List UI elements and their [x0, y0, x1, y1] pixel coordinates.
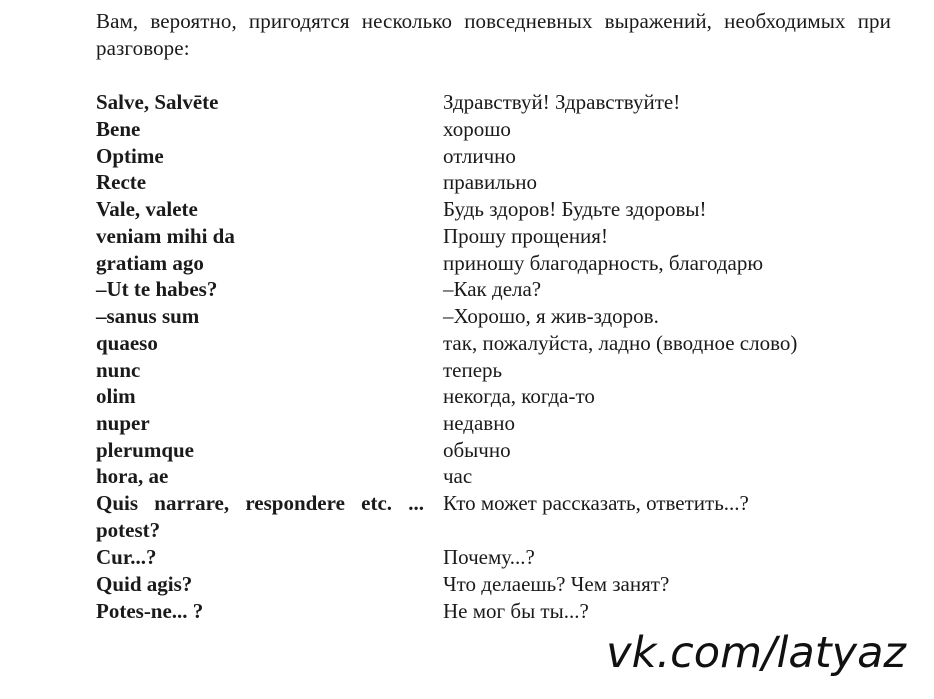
russian-translation: Кто может рассказать, ответить...?: [443, 491, 749, 515]
russian-translation: правильно: [443, 170, 538, 194]
russian-translation: Будь здоров! Будьте здоровы!: [443, 197, 707, 221]
latin-phrase: Bene: [96, 117, 141, 141]
phrase-row: [0, 410, 934, 437]
russian-translation: приношу благодарность, благодарю: [443, 251, 764, 275]
russian-translation: Прошу прощения!: [443, 224, 608, 248]
latin-phrase: Quis narrare, respondere etc. ... potest?: [96, 491, 424, 542]
russian-translation: некогда, когда-то: [443, 384, 595, 408]
phrase-row: [0, 544, 934, 571]
phrase-row: [0, 571, 934, 598]
phrase-row: [0, 598, 934, 625]
russian-translation: недавно: [443, 411, 515, 435]
latin-phrase: gratiam ago: [96, 251, 204, 275]
russian-translation: Не мог бы ты...?: [443, 599, 589, 623]
latin-phrase: olim: [96, 384, 136, 408]
phrase-row: [0, 383, 934, 410]
phrase-row: [0, 463, 934, 490]
latin-phrase: Vale, valete: [96, 197, 198, 221]
phrase-row: [0, 169, 934, 196]
latin-phrase: Optime: [96, 144, 164, 168]
latin-phrase: Quid agis?: [96, 572, 193, 596]
latin-phrase: –sanus sum: [96, 304, 200, 328]
russian-translation: Что делаешь? Чем занят?: [443, 572, 670, 596]
latin-phrase: –Ut te habes?: [96, 277, 218, 301]
phrase-row: [0, 223, 934, 250]
russian-translation: обычно: [443, 438, 511, 462]
russian-translation: –Хорошо, я жив-здоров.: [443, 304, 659, 328]
phrase-row: [0, 330, 934, 357]
phrase-row: [0, 490, 934, 544]
phrase-row: [0, 250, 934, 277]
latin-phrase: Potes-ne... ?: [96, 599, 204, 623]
intro-paragraph: Вам, вероятно, пригодятся несколько повседневных выражений, необходимых при разговоре:: [96, 9, 891, 60]
latin-phrase: nunc: [96, 358, 141, 382]
phrase-row: [0, 116, 934, 143]
latin-phrase: Salve, Salvēte: [96, 90, 219, 114]
russian-translation: Почему...?: [443, 545, 535, 569]
latin-phrase: plerumque: [96, 438, 195, 462]
latin-phrase: Recte: [96, 170, 147, 194]
latin-phrase: veniam mihi da: [96, 224, 235, 248]
phrase-row: [0, 196, 934, 223]
phrase-row: [0, 143, 934, 170]
russian-translation: Здравствуй! Здравствуйте!: [443, 90, 681, 114]
latin-phrase: nuper: [96, 411, 150, 435]
phrase-row: [0, 89, 934, 116]
russian-translation: хорошо: [443, 117, 511, 141]
russian-translation: час: [443, 464, 473, 488]
russian-translation: так, пожалуйста, ладно (вводное слово): [443, 331, 798, 355]
phrase-row: [0, 357, 934, 384]
watermark: vk.com/latyaz: [606, 628, 906, 678]
phrase-row: [0, 303, 934, 330]
russian-translation: отлично: [443, 144, 516, 168]
phrase-row: [0, 276, 934, 303]
russian-translation: теперь: [443, 358, 503, 382]
phrase-row: [0, 437, 934, 464]
russian-translation: –Как дела?: [443, 277, 542, 301]
latin-phrase: hora, ae: [96, 464, 169, 488]
latin-phrase: Cur...?: [96, 545, 157, 569]
latin-phrase: quaeso: [96, 331, 158, 355]
